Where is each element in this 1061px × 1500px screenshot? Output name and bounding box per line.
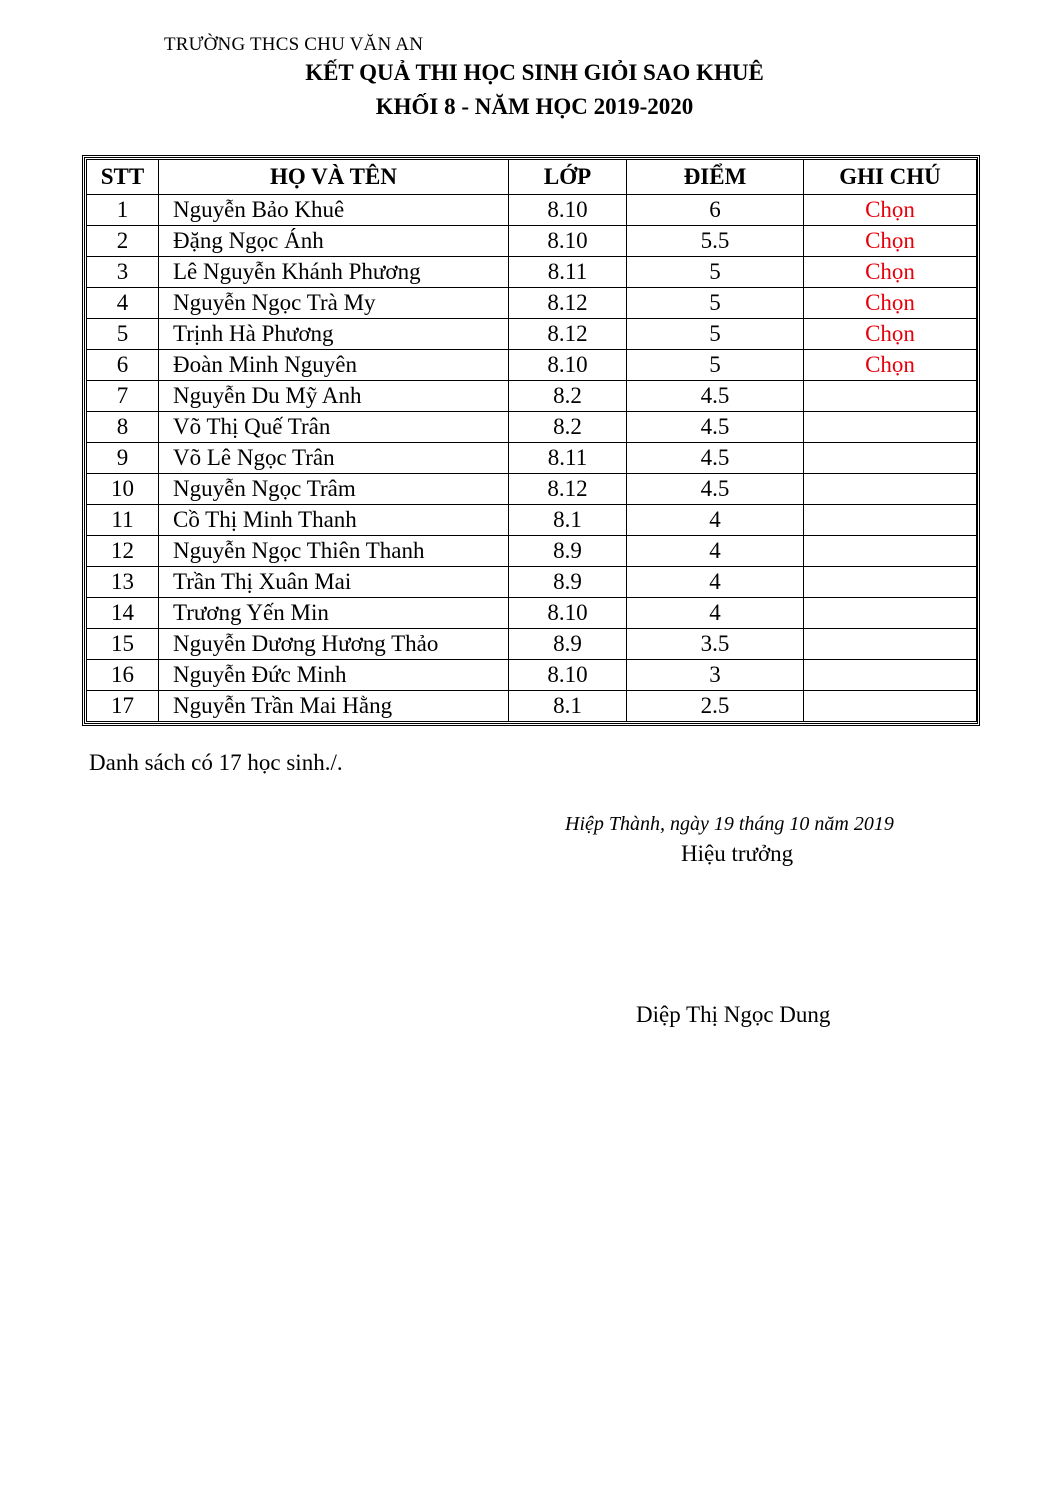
cell-note [804,474,977,505]
cell-note [804,443,977,474]
cell-note [804,598,977,629]
cell-stt: 17 [87,691,159,722]
results-table-frame [82,155,980,726]
cell-score: 4 [627,598,804,629]
cell-class: 8.2 [509,381,627,412]
table-row [87,536,977,567]
cell-score: 4.5 [627,443,804,474]
cell-class: 8.10 [509,195,627,226]
table-row [87,629,977,660]
cell-class: 8.9 [509,629,627,660]
cell-class: 8.1 [509,505,627,536]
cell-stt: 4 [87,288,159,319]
cell-note: Chọn [804,288,977,319]
cell-name: Nguyễn Du Mỹ Anh [159,381,509,412]
cell-note [804,412,977,443]
cell-stt: 13 [87,567,159,598]
cell-class: 8.11 [509,443,627,474]
column-header-note: GHI CHÚ [804,160,977,195]
table-row [87,474,977,505]
cell-name: Nguyễn Trần Mai Hằng [159,691,509,722]
column-header-class: LỚP [509,160,627,195]
table-body [87,195,977,722]
cell-stt: 7 [87,381,159,412]
cell-score: 4.5 [627,412,804,443]
cell-score: 5 [627,257,804,288]
cell-stt: 3 [87,257,159,288]
cell-note: Chọn [804,319,977,350]
cell-class: 8.12 [509,474,627,505]
document-title: KẾT QUẢ THI HỌC SINH GIỎI SAO KHUÊ [305,60,764,85]
table-row [87,505,977,536]
cell-note [804,536,977,567]
cell-name: Nguyễn Ngọc Trà My [159,288,509,319]
cell-stt: 9 [87,443,159,474]
cell-score: 5 [627,350,804,381]
cell-stt: 6 [87,350,159,381]
cell-score: 4.5 [627,381,804,412]
cell-score: 2.5 [627,691,804,722]
results-table [86,159,977,722]
cell-note [804,660,977,691]
cell-note [804,505,977,536]
place-date: Hiệp Thành, ngày 19 tháng 10 năm 2019 [565,813,894,835]
cell-note [804,691,977,722]
cell-stt: 5 [87,319,159,350]
cell-note [804,381,977,412]
cell-stt: 12 [87,536,159,567]
cell-class: 8.9 [509,536,627,567]
cell-name: Nguyễn Ngọc Thiên Thanh [159,536,509,567]
school-name: TRƯỜNG THCS CHU VĂN AN [164,34,424,55]
cell-name: Võ Thị Quế Trân [159,412,509,443]
cell-note [804,567,977,598]
table-row [87,691,977,722]
table-row [87,598,977,629]
signer-name: Diệp Thị Ngọc Dung [636,1002,831,1027]
cell-score: 4 [627,567,804,598]
cell-name: Trương Yến Min [159,598,509,629]
cell-name: Nguyễn Đức Minh [159,660,509,691]
cell-class: 8.1 [509,691,627,722]
cell-name: Lê Nguyễn Khánh Phương [159,257,509,288]
cell-score: 5.5 [627,226,804,257]
cell-stt: 10 [87,474,159,505]
cell-score: 4 [627,505,804,536]
cell-name: Nguyễn Ngọc Trâm [159,474,509,505]
cell-stt: 8 [87,412,159,443]
table-row [87,443,977,474]
cell-name: Trịnh Hà Phương [159,319,509,350]
cell-class: 8.10 [509,226,627,257]
cell-class: 8.12 [509,288,627,319]
cell-score: 4 [627,536,804,567]
cell-note: Chọn [804,195,977,226]
cell-stt: 14 [87,598,159,629]
cell-class: 8.10 [509,660,627,691]
column-header-score: ĐIỂM [627,160,804,195]
table-row [87,195,977,226]
table-row [87,226,977,257]
cell-note [804,629,977,660]
column-header-stt: STT [87,160,159,195]
table-row [87,288,977,319]
cell-class: 8.2 [509,412,627,443]
cell-class: 8.9 [509,567,627,598]
table-row [87,412,977,443]
table-header-row [87,160,977,195]
cell-stt: 2 [87,226,159,257]
cell-name: Nguyễn Dương Hương Thảo [159,629,509,660]
cell-stt: 15 [87,629,159,660]
student-count-note: Danh sách có 17 học sinh./. [89,750,343,775]
document-subtitle: KHỐI 8 - NĂM HỌC 2019-2020 [375,94,694,119]
cell-stt: 11 [87,505,159,536]
cell-score: 3.5 [627,629,804,660]
table-row [87,381,977,412]
cell-class: 8.10 [509,598,627,629]
cell-stt: 16 [87,660,159,691]
cell-score: 5 [627,288,804,319]
cell-note: Chọn [804,350,977,381]
cell-score: 6 [627,195,804,226]
table-row [87,257,977,288]
cell-note: Chọn [804,257,977,288]
cell-name: Đặng Ngọc Ánh [159,226,509,257]
table-row [87,660,977,691]
signer-role: Hiệu trưởng [681,841,794,866]
cell-name: Trần Thị Xuân Mai [159,567,509,598]
cell-stt: 1 [87,195,159,226]
table-row [87,319,977,350]
cell-score: 4.5 [627,474,804,505]
cell-class: 8.11 [509,257,627,288]
column-header-name: HỌ VÀ TÊN [159,160,509,195]
cell-name: Cồ Thị Minh Thanh [159,505,509,536]
cell-name: Võ Lê Ngọc Trân [159,443,509,474]
table-row [87,350,977,381]
cell-score: 5 [627,319,804,350]
cell-note: Chọn [804,226,977,257]
cell-class: 8.12 [509,319,627,350]
table-row [87,567,977,598]
cell-score: 3 [627,660,804,691]
cell-name: Nguyễn Bảo Khuê [159,195,509,226]
cell-name: Đoàn Minh Nguyên [159,350,509,381]
cell-class: 8.10 [509,350,627,381]
